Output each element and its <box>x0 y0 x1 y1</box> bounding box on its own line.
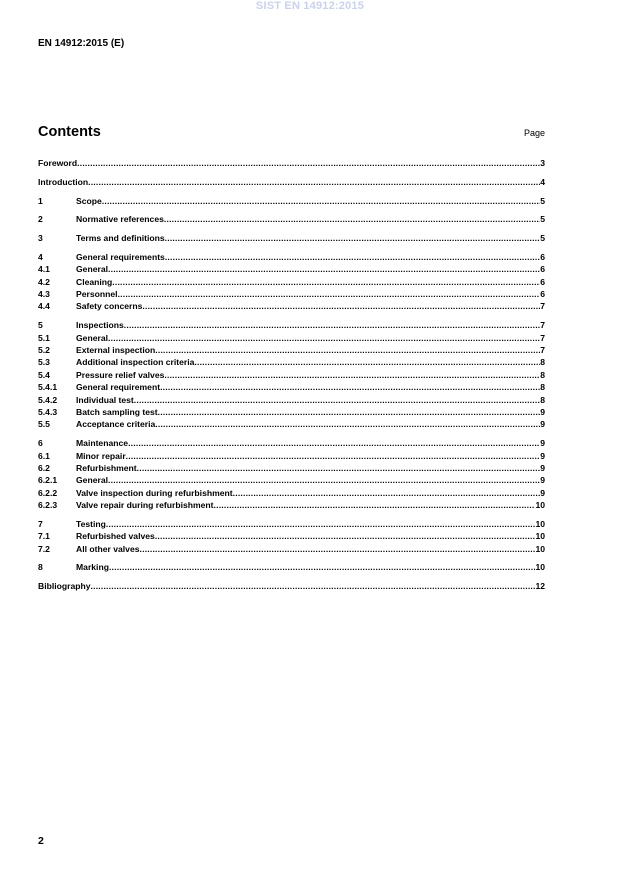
toc-entry-number: 6.2.2 <box>38 487 58 498</box>
toc-entry-title: Personnel <box>76 289 118 300</box>
toc-entry-page: 6 <box>540 276 545 287</box>
toc-entry-title: General <box>76 264 109 275</box>
toc-entry-title: Maintenance <box>76 438 129 449</box>
toc-dot-leader <box>126 450 541 462</box>
toc-section-group <box>38 213 545 225</box>
toc-entry-number: 7.2 <box>38 543 50 554</box>
toc-entry-page: 9 <box>540 419 545 430</box>
toc-entry-title: Scope <box>76 195 102 206</box>
toc-dot-leader <box>106 518 536 530</box>
toc-entry[interactable] <box>38 418 545 430</box>
toc-entry[interactable] <box>38 394 545 406</box>
toc-entry[interactable] <box>38 276 545 288</box>
toc-entry-page: 4 <box>540 176 545 187</box>
toc-entry-number: 6.1 <box>38 450 50 461</box>
toc-entry-number: 6.2.3 <box>38 500 58 511</box>
toc-section-group <box>38 176 545 188</box>
toc-entry[interactable] <box>38 437 545 449</box>
toc-dot-leader <box>140 543 536 555</box>
toc-entry-page: 9 <box>540 475 545 486</box>
toc-entry-number: 4.4 <box>38 301 50 312</box>
toc-entry-page: 5 <box>540 195 545 206</box>
toc-entry[interactable] <box>38 450 545 462</box>
toc-dot-leader <box>109 561 535 573</box>
toc-entry-title: Valve repair during refurbishment <box>76 500 214 511</box>
toc-dot-leader <box>112 276 540 288</box>
toc-entry-page: 12 <box>535 581 545 592</box>
toc-entry[interactable] <box>38 518 545 530</box>
toc-entry-title: Valve inspection during refurbishment <box>76 487 233 498</box>
toc-entry-number: 5.4.2 <box>38 394 58 405</box>
toc-entry-number: 5.4 <box>38 369 50 380</box>
toc-entry[interactable] <box>38 406 545 418</box>
toc-entry-title: Batch sampling test <box>76 406 158 417</box>
toc-entry-number: 4.3 <box>38 289 50 300</box>
toc-entry-page: 8 <box>540 394 545 405</box>
toc-dot-leader <box>118 288 541 300</box>
toc-entry-number: 8 <box>38 562 43 573</box>
toc-entry-number: 2 <box>38 214 43 225</box>
toc-dot-leader <box>108 263 540 275</box>
toc-entry-number: 3 <box>38 233 43 244</box>
toc-entry-page: 6 <box>540 264 545 275</box>
toc-entry-page: 9 <box>540 450 545 461</box>
toc-entry-page: 9 <box>540 487 545 498</box>
toc-entry-page: 6 <box>540 251 545 262</box>
toc-dot-leader <box>165 251 540 263</box>
toc-dot-leader <box>102 195 540 207</box>
toc-entry-page: 8 <box>540 357 545 368</box>
toc-entry-title: Inspections <box>76 320 124 331</box>
toc-entry[interactable] <box>38 263 545 275</box>
toc-entry-number: 7.1 <box>38 531 50 542</box>
toc-entry-number: 4.1 <box>38 264 50 275</box>
toc-dot-leader <box>233 487 541 499</box>
toc-entry[interactable] <box>38 300 545 312</box>
toc-entry[interactable] <box>38 487 545 499</box>
toc-dot-leader <box>88 176 540 188</box>
toc-entry-number: 5.4.3 <box>38 406 58 417</box>
toc-dot-leader <box>134 394 540 406</box>
toc-section-group <box>38 319 545 431</box>
toc-entry-title: Testing <box>76 518 106 529</box>
toc-entry-title: Minor repair <box>76 450 126 461</box>
toc-entry-page: 9 <box>540 438 545 449</box>
toc-entry[interactable] <box>38 232 545 244</box>
toc-entry-page: 10 <box>535 518 545 529</box>
toc-entry-title: Acceptance criteria <box>76 419 156 430</box>
toc-entry-number: 6.2.1 <box>38 475 58 486</box>
toc-entry-number: 5.1 <box>38 332 50 343</box>
toc-entry-title: Foreword <box>38 158 78 168</box>
toc-entry-number: 6.2 <box>38 462 50 473</box>
table-of-contents <box>38 157 545 599</box>
toc-entry-page: 9 <box>540 406 545 417</box>
toc-section-group <box>38 232 545 244</box>
toc-dot-leader <box>77 157 540 169</box>
toc-entry[interactable] <box>38 319 545 331</box>
toc-entry[interactable] <box>38 369 545 381</box>
toc-entry-title: Terms and definitions <box>76 233 165 244</box>
toc-entry[interactable] <box>38 474 545 486</box>
toc-entry-page: 7 <box>540 301 545 312</box>
toc-entry-page: 6 <box>540 289 545 300</box>
toc-dot-leader <box>108 332 540 344</box>
toc-section-group <box>38 437 545 511</box>
toc-entry-title: Marking <box>76 562 109 573</box>
toc-entry-page: 7 <box>540 320 545 331</box>
toc-entry-number: 4 <box>38 251 43 262</box>
toc-entry-number: 7 <box>38 518 43 529</box>
toc-entry[interactable] <box>38 580 545 592</box>
toc-entry[interactable] <box>38 462 545 474</box>
toc-section-group <box>38 251 545 313</box>
toc-dot-leader <box>158 406 541 418</box>
toc-dot-leader <box>91 580 536 592</box>
toc-entry[interactable] <box>38 356 545 368</box>
toc-entry-page: 7 <box>540 345 545 356</box>
toc-entry-title: Pressure relief valves <box>76 369 165 380</box>
toc-entry-title: Refurbishment <box>76 462 137 473</box>
toc-dot-leader <box>194 356 540 368</box>
toc-entry[interactable] <box>38 251 545 263</box>
toc-section-group <box>38 157 545 169</box>
toc-entry-number: 5.5 <box>38 419 50 430</box>
toc-entry[interactable] <box>38 344 545 356</box>
toc-entry-page: 10 <box>535 543 545 554</box>
toc-entry-page: 7 <box>540 332 545 343</box>
toc-entry[interactable] <box>38 499 545 511</box>
toc-dot-leader <box>142 300 540 312</box>
document-id: EN 14912:2015 (E) <box>38 38 125 49</box>
toc-entry[interactable] <box>38 288 545 300</box>
toc-entry-title: External inspection <box>76 345 156 356</box>
toc-dot-leader <box>108 474 540 486</box>
toc-entry-number: 5.3 <box>38 357 50 368</box>
toc-dot-leader <box>124 319 540 331</box>
toc-entry-page: 8 <box>540 369 545 380</box>
toc-entry-number: 4.2 <box>38 276 50 287</box>
toc-dot-leader <box>155 344 540 356</box>
toc-entry-title: Cleaning <box>76 276 113 287</box>
toc-entry[interactable] <box>38 381 545 393</box>
toc-section-group <box>38 195 545 207</box>
toc-dot-leader <box>165 232 541 244</box>
toc-entry-number: 1 <box>38 195 43 206</box>
toc-dot-leader <box>214 499 536 511</box>
toc-dot-leader <box>155 530 536 542</box>
toc-entry-title: Normative references <box>76 214 164 225</box>
toc-entry[interactable] <box>38 332 545 344</box>
toc-entry-title: Additional inspection criteria <box>76 357 195 368</box>
toc-entry-number: 5.2 <box>38 345 50 356</box>
toc-entry-title: Individual test <box>76 394 134 405</box>
toc-entry[interactable] <box>38 195 545 207</box>
toc-entry[interactable] <box>38 213 545 225</box>
toc-entry-title: General <box>76 475 109 486</box>
toc-entry-title: General requirement <box>76 382 161 393</box>
toc-entry-number: 5.4.1 <box>38 382 58 393</box>
toc-entry-page: 10 <box>535 500 545 511</box>
toc-entry[interactable] <box>38 561 545 573</box>
toc-section-group <box>38 561 545 573</box>
toc-section-group <box>38 518 545 555</box>
toc-entry-page: 8 <box>540 382 545 393</box>
toc-entry-number: 5 <box>38 320 43 331</box>
toc-dot-leader <box>164 369 540 381</box>
toc-entry-title: Introduction <box>38 176 89 187</box>
footer-page-number: 2 <box>38 835 44 847</box>
toc-entry-page: 10 <box>535 562 545 573</box>
toc-entry-title: Refurbished valves <box>76 531 155 542</box>
toc-entry-page: 5 <box>540 214 545 225</box>
toc-entry-page: 3 <box>540 158 545 168</box>
toc-dot-leader <box>164 213 540 225</box>
toc-dot-leader <box>128 437 540 449</box>
toc-entry-title: General <box>76 332 109 343</box>
toc-entry-page: 5 <box>540 233 545 244</box>
toc-entry-title: All other valves <box>76 543 140 554</box>
page-column-label: Page <box>523 128 545 138</box>
toc-entry-number: 6 <box>38 438 43 449</box>
toc-dot-leader <box>160 381 540 393</box>
toc-entry[interactable] <box>38 176 545 188</box>
toc-entry-page: 9 <box>540 462 545 473</box>
toc-entry[interactable] <box>38 157 545 169</box>
toc-entry[interactable] <box>38 530 545 542</box>
toc-entry-title: Bibliography <box>38 581 91 592</box>
toc-dot-leader <box>155 418 540 430</box>
contents-title: Contents <box>38 124 101 140</box>
toc-entry-title: Safety concerns <box>76 301 143 312</box>
watermark: SIST EN 14912:2015 <box>255 0 365 12</box>
toc-section-group <box>38 580 545 592</box>
toc-dot-leader <box>137 462 541 474</box>
toc-entry-page: 10 <box>535 531 545 542</box>
toc-entry[interactable] <box>38 543 545 555</box>
toc-entry-title: General requirements <box>76 251 165 262</box>
